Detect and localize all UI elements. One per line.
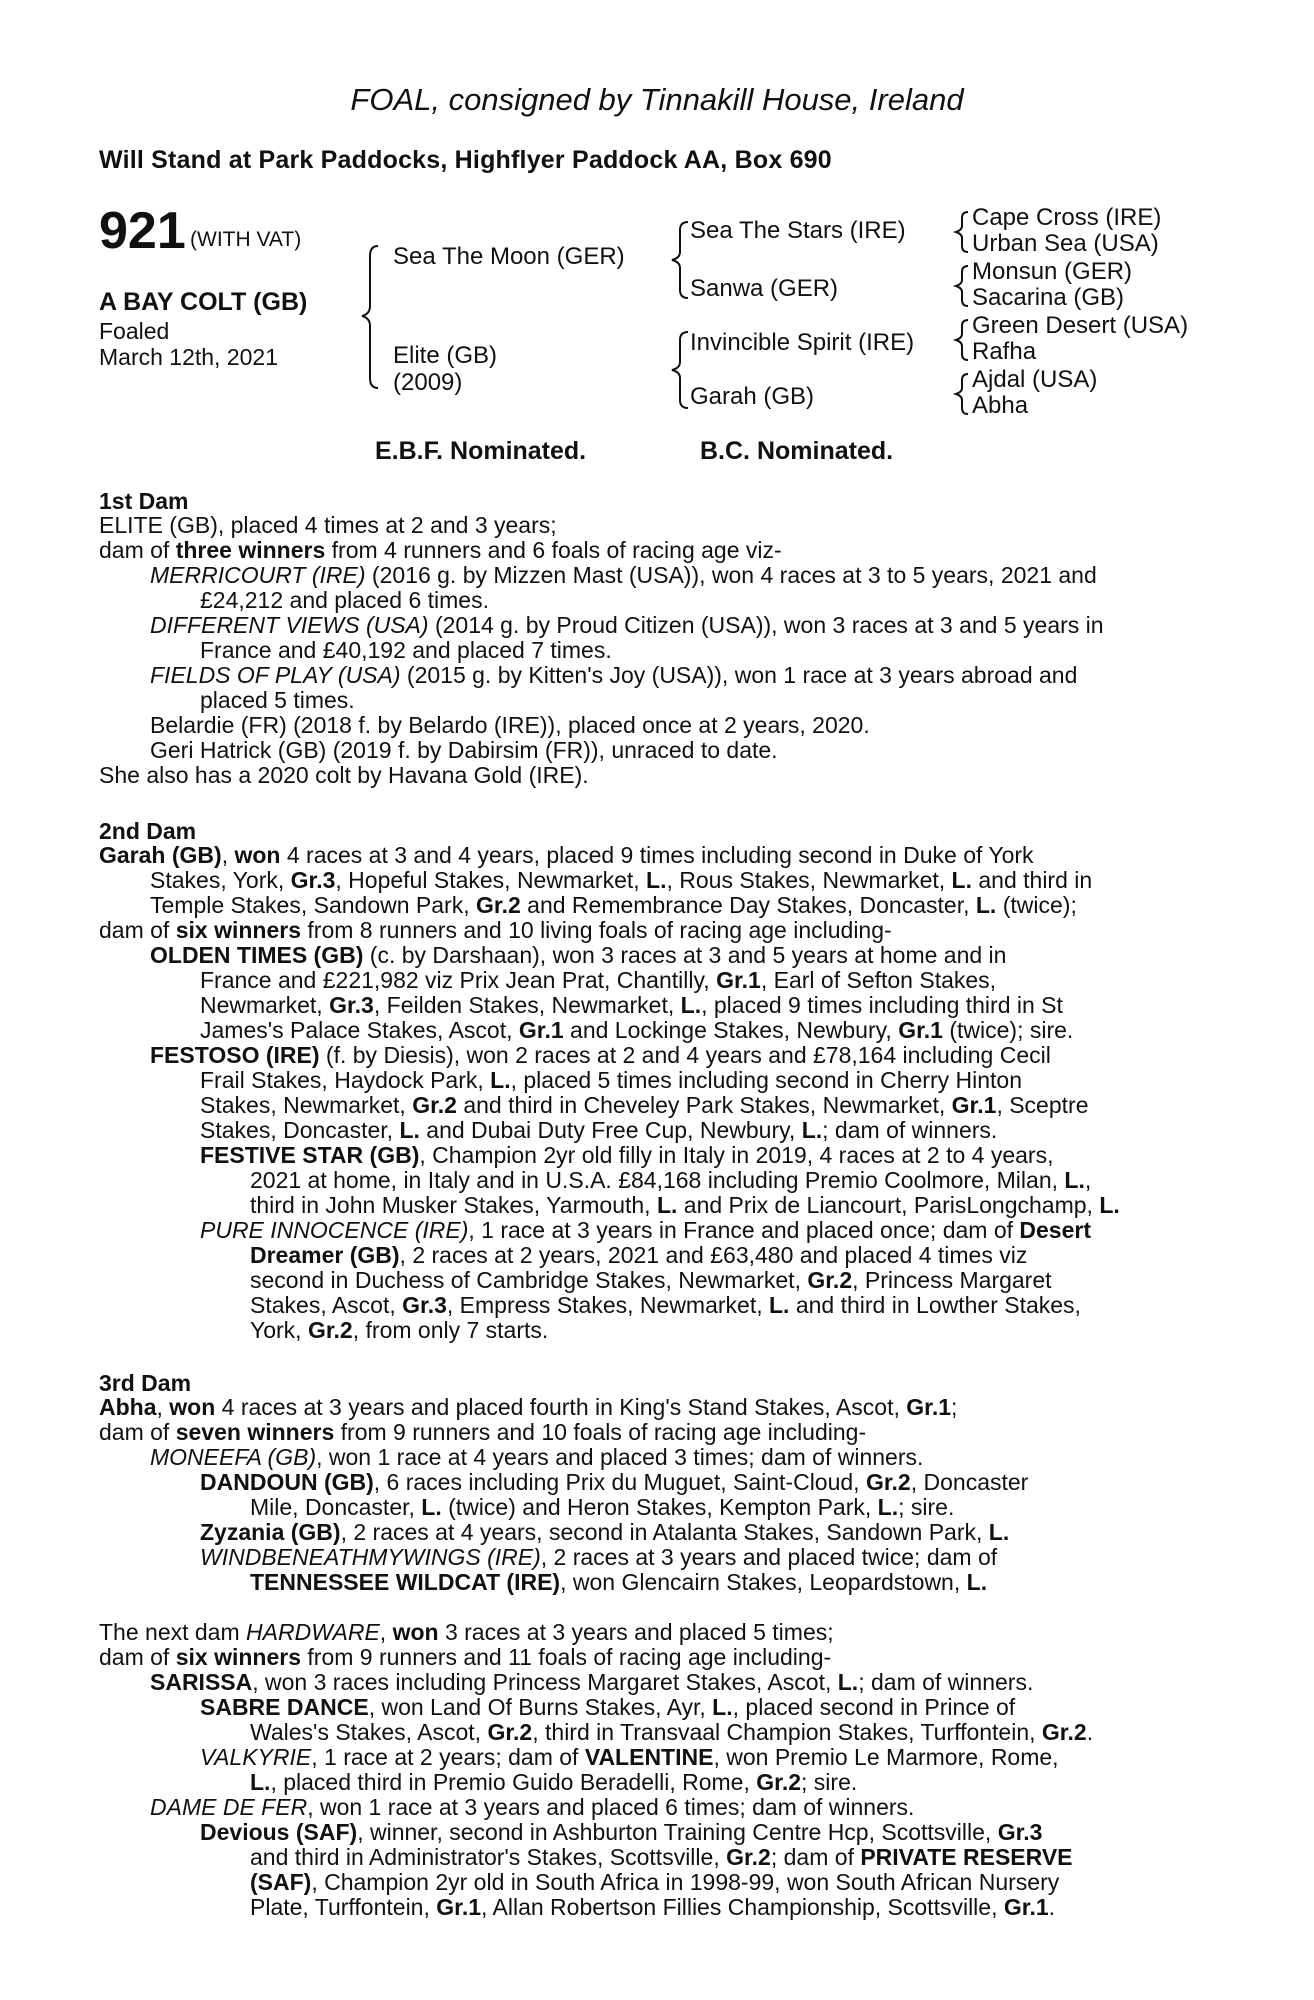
first-dam-line: FIELDS OF PLAY (USA) (2015 g. by Kitten's Joy (USA)), won 1 race at 3 years abroad and [150,662,1078,688]
third-dam-line: dam of seven winners from 9 runners and 10 foals of racing age including- [99,1419,867,1445]
first-dam-line: £24,212 and placed 6 times. [200,587,489,613]
next-dam-line: The next dam HARDWARE, won 3 races at 3 years and placed 5 times; [99,1619,834,1645]
ebf-nominated: E.B.F. Nominated. [375,437,587,465]
third-dam-line: WINDBENEATHMYWINGS (IRE), 2 races at 3 years and placed twice; dam of [200,1544,998,1570]
first-dam-line: Geri Hatrick (GB) (2019 f. by Dabirsim (FR)), unraced to date. [150,737,778,763]
lot-number: 921 [99,202,186,260]
third-dam-line: Zyzania (GB), 2 races at 4 years, second in Atalanta Stakes, Sandown Park, L. [200,1519,1010,1545]
third-dam-line: TENNESSEE WILDCAT (IRE), won Glencairn Stakes, Leopardstown, L. [250,1569,988,1595]
vat-note: (WITH VAT) [190,228,302,251]
lot-description: A BAY COLT (GB) [99,288,308,316]
second-dam-line: 2021 at home, in Italy and in U.S.A. £84,168 including Premio Coolmore, Milan, L., [250,1167,1092,1193]
second-dam-line: James's Palace Stakes, Ascot, Gr.1 and Lockinge Stakes, Newbury, Gr.1 (twice); sire. [200,1017,1074,1043]
second-dam-line: third in John Musker Stakes, Yarmouth, L. and Prix de Liancourt, ParisLongchamp, L. [250,1192,1120,1218]
second-dam-line: second in Duchess of Cambridge Stakes, Newmarket, Gr.2, Princess Margaret [250,1267,1052,1293]
second-dam-line: France and £221,982 viz Prix Jean Prat, Chantilly, Gr.1, Earl of Sefton Stakes, [200,967,997,993]
gen3-ancestor-5: Green Desert (USA) [972,312,1189,339]
first-dam-line: ELITE (GB), placed 4 times at 2 and 3 years; [99,512,557,538]
dam-year: (2009) [393,369,463,396]
first-dam-line: dam of three winners from 4 runners and 6 foals of racing age viz- [99,537,782,563]
gen3-ancestor-3: Monsun (GER) [972,258,1133,285]
third-dam-line: Mile, Doncaster, L. (twice) and Heron Stakes, Kempton Park, L.; sire. [250,1494,955,1520]
second-dam-line: Stakes, Ascot, Gr.3, Empress Stakes, Newmarket, L. and third in Lowther Stakes, [250,1292,1081,1318]
next-dam-line: (SAF), Champion 2yr old in South Africa in 1998-99, won South African Nursery [250,1869,1060,1895]
next-dam-line: and third in Administrator's Stakes, Scottsville, Gr.2; dam of PRIVATE RESERVE [250,1844,1073,1870]
second-dam-line: PURE INNOCENCE (IRE), 1 race at 3 years in France and placed once; dam of Desert [200,1217,1092,1243]
second-dam-heading: 2nd Dam [99,818,197,844]
bc-nominated: B.C. Nominated. [700,437,894,465]
gen3-ancestor-1: Cape Cross (IRE) [972,204,1162,231]
next-dam-line: DAME DE FER, won 1 race at 3 years and placed 6 times; dam of winners. [150,1794,915,1820]
second-dam-line: dam of six winners from 8 runners and 10 living foals of racing age including- [99,917,892,943]
second-dam-line: FESTIVE STAR (GB), Champion 2yr old filly in Italy in 2019, 4 races at 2 to 4 years, [200,1142,1054,1168]
third-dam-line: DANDOUN (GB), 6 races including Prix du Muguet, Saint-Cloud, Gr.2, Doncaster [200,1469,1029,1495]
dam-name: Elite (GB) [393,342,498,369]
dam-dam-name: Garah (GB) [690,383,815,410]
gen3-ancestor-2: Urban Sea (USA) [972,230,1159,257]
gen3-ancestor-6: Rafha [972,338,1037,365]
first-dam-line: Belardie (FR) (2018 f. by Belardo (IRE)), placed once at 2 years, 2020. [150,712,870,738]
first-dam-line: DIFFERENT VIEWS (USA) (2014 g. by Proud Citizen (USA)), won 3 races at 3 and 5 years in [150,612,1104,638]
next-dam-line: SARISSA, won 3 races including Princess Margaret Stakes, Ascot, L.; dam of winners. [150,1669,1034,1695]
first-dam-heading: 1st Dam [99,488,189,514]
second-dam-line: Stakes, Newmarket, Gr.2 and third in Cheveley Park Stakes, Newmarket, Gr.1, Sceptre [200,1092,1089,1118]
third-dam-heading: 3rd Dam [99,1370,192,1396]
sire-sire-name: Sea The Stars (IRE) [690,217,906,244]
third-dam-line: MONEEFA (GB), won 1 race at 4 years and placed 3 times; dam of winners. [150,1444,924,1470]
second-dam-line: Temple Stakes, Sandown Park, Gr.2 and Remembrance Day Stakes, Doncaster, L. (twice); [150,892,1077,918]
gen3-ancestor-7: Ajdal (USA) [972,366,1098,393]
sire-name: Sea The Moon (GER) [393,243,625,270]
next-dam-line: Wales's Stakes, Ascot, Gr.2, third in Transvaal Champion Stakes, Turffontein, Gr.2. [250,1719,1094,1745]
first-dam-line: She also has a 2020 colt by Havana Gold (IRE). [99,762,589,788]
next-dam-line: dam of six winners from 9 runners and 11 foals of racing age including- [99,1644,832,1670]
gen3-ancestor-4: Sacarina (GB) [972,284,1125,311]
foaled-date: March 12th, 2021 [99,344,279,370]
foaled-label: Foaled [99,318,170,344]
second-dam-line: Garah (GB), won 4 races at 3 and 4 years, placed 9 times including second in Duke of York [99,842,1034,868]
stand-location: Will Stand at Park Paddocks, Highflyer Paddock AA, Box 690 [99,146,832,174]
first-dam-line: France and £40,192 and placed 7 times. [200,637,612,663]
next-dam-line: Devious (SAF), winner, second in Ashburton Training Centre Hcp, Scottsville, Gr.3 [200,1819,1043,1845]
first-dam-line: MERRICOURT (IRE) (2016 g. by Mizzen Mast (USA)), won 4 races at 3 to 5 years, 2021 and [150,562,1097,588]
second-dam-line: OLDEN TIMES (GB) (c. by Darshaan), won 3 races at 3 and 5 years at home and in [150,942,1007,968]
consignment-line: FOAL, consigned by Tinnakill House, Ireland [350,82,964,117]
dam-sire-name: Invincible Spirit (IRE) [690,329,915,356]
gen3-ancestor-8: Abha [972,392,1029,419]
next-dam-line: L., placed third in Premio Guido Beradelli, Rome, Gr.2; sire. [250,1769,858,1795]
second-dam-line: FESTOSO (IRE) (f. by Diesis), won 2 races at 2 and 4 years and £78,164 including Cecil [150,1042,1051,1068]
sire-dam-name: Sanwa (GER) [690,275,839,302]
third-dam-line: Abha, won 4 races at 3 years and placed fourth in King's Stand Stakes, Ascot, Gr.1; [99,1394,958,1420]
second-dam-line: Dreamer (GB), 2 races at 2 years, 2021 and £63,480 and placed 4 times viz [250,1242,1028,1268]
second-dam-line: Stakes, York, Gr.3, Hopeful Stakes, Newmarket, L., Rous Stakes, Newmarket, L. and third in [150,867,1093,893]
first-dam-line: placed 5 times. [200,687,355,713]
second-dam-line: Newmarket, Gr.3, Feilden Stakes, Newmarket, L., placed 9 times including third in St [200,992,1063,1018]
second-dam-line: Stakes, Doncaster, L. and Dubai Duty Free Cup, Newbury, L.; dam of winners. [200,1117,998,1143]
next-dam-line: Plate, Turffontein, Gr.1, Allan Robertson Fillies Championship, Scottsville, Gr.1. [250,1894,1056,1920]
next-dam-line: VALKYRIE, 1 race at 2 years; dam of VALENTINE, won Premio Le Marmore, Rome, [200,1744,1059,1770]
second-dam-line: York, Gr.2, from only 7 starts. [250,1317,549,1343]
second-dam-line: Frail Stakes, Haydock Park, L., placed 5 times including second in Cherry Hinton [200,1067,1022,1093]
next-dam-line: SABRE DANCE, won Land Of Burns Stakes, Ayr, L., placed second in Prince of [200,1694,1016,1720]
